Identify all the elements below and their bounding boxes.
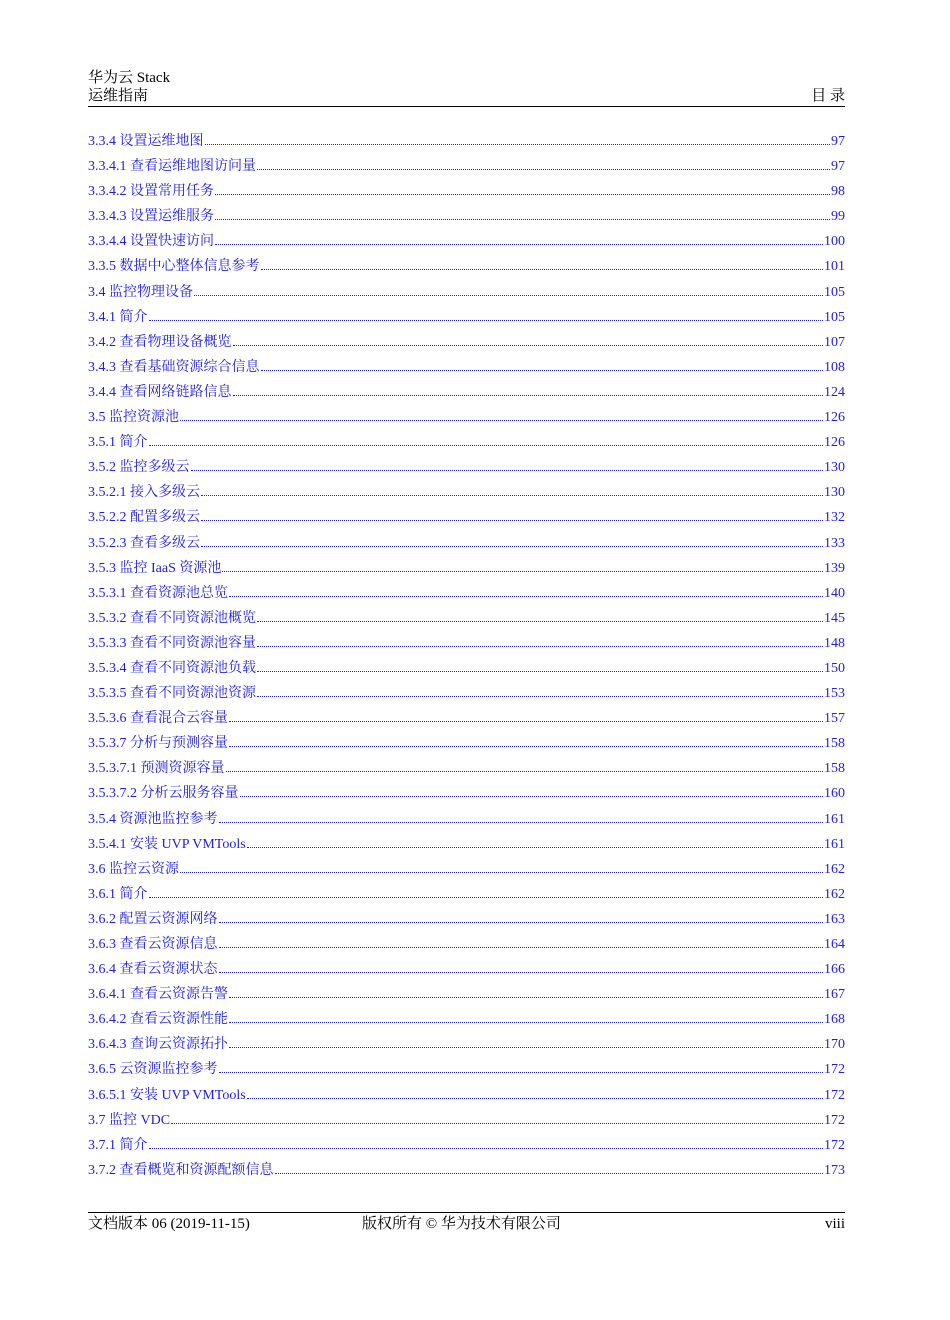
toc-entry-title: 3.5.3.3 查看不同资源池容量 bbox=[88, 635, 256, 651]
page-number: viii bbox=[824, 1216, 845, 1232]
toc-entry-link[interactable] bbox=[88, 860, 845, 885]
toc-entry-title: 3.6.4.2 查看云资源性能 bbox=[88, 1012, 228, 1028]
toc-entry-page: 97 bbox=[831, 134, 845, 149]
dot-leader bbox=[191, 458, 824, 471]
dot-leader bbox=[215, 207, 830, 220]
toc-entry-title: 3.5.3.4 查看不同资源池负载 bbox=[88, 660, 256, 676]
toc-entry-title: 3.6.2 配置云资源网络 bbox=[88, 911, 218, 927]
toc-entry-page: 172 bbox=[824, 1112, 845, 1128]
toc-entry-link[interactable] bbox=[88, 784, 845, 809]
toc-entry-link[interactable] bbox=[88, 709, 845, 734]
toc-entry-page: 97 bbox=[831, 159, 845, 175]
dot-leader bbox=[247, 1086, 823, 1099]
toc-entry-page: 160 bbox=[824, 786, 845, 802]
toc-entry-page: 107 bbox=[824, 334, 845, 350]
toc-entry-page: 150 bbox=[824, 660, 845, 676]
dot-leader bbox=[247, 835, 823, 848]
toc-entry-title: 3.5.4 资源池监控参考 bbox=[88, 811, 218, 827]
toc-entry-page: 139 bbox=[824, 560, 845, 576]
toc-entry-title: 3.5.3.2 查看不同资源池概览 bbox=[88, 610, 256, 626]
page-header bbox=[88, 68, 845, 107]
doc-version: 文档版本 06 (2019-11-15) bbox=[88, 1216, 250, 1232]
dot-leader bbox=[257, 659, 823, 672]
dot-leader bbox=[233, 383, 824, 396]
toc-entry-title: 3.4.1 简介 bbox=[88, 309, 148, 325]
toc-entry-page: 98 bbox=[831, 184, 845, 200]
toc-entry-link[interactable] bbox=[88, 207, 845, 232]
toc-entry-link[interactable] bbox=[88, 609, 845, 634]
toc-entry-page: 162 bbox=[824, 861, 845, 877]
toc-entry-link[interactable] bbox=[88, 534, 845, 559]
toc-entry-page: 101 bbox=[824, 259, 845, 275]
toc-entry-link[interactable] bbox=[88, 960, 845, 985]
toc-entry-link[interactable] bbox=[88, 232, 845, 257]
toc-entry-title: 3.3.4 设置运维地图 bbox=[88, 134, 204, 149]
toc-entry-title: 3.6 监控云资源 bbox=[88, 861, 179, 877]
toc-entry-page: 130 bbox=[824, 485, 845, 501]
dot-leader bbox=[215, 182, 830, 195]
toc-entry-link[interactable] bbox=[88, 810, 845, 835]
toc-entry-page: 124 bbox=[824, 384, 845, 400]
page-footer bbox=[88, 1212, 845, 1237]
dot-leader bbox=[219, 960, 824, 973]
toc-entry-title: 3.7 监控 VDC bbox=[88, 1112, 171, 1128]
product-name: 华为云 Stack bbox=[88, 70, 171, 86]
dot-leader bbox=[205, 132, 831, 145]
toc-entry-title: 3.5.4.1 安装 UVP VMTools bbox=[88, 836, 246, 852]
dot-leader bbox=[149, 308, 824, 321]
toc-entry-title: 3.5.3 监控 IaaS 资源池 bbox=[88, 560, 222, 576]
toc-entry-title: 3.5.3.5 查看不同资源池资源 bbox=[88, 686, 256, 702]
dot-leader bbox=[215, 232, 823, 245]
toc-entry-title: 3.6.4.3 查询云资源拓扑 bbox=[88, 1037, 228, 1053]
toc-entry-title: 3.4 监控物理设备 bbox=[88, 284, 193, 300]
toc-entry-page: 100 bbox=[824, 234, 845, 250]
toc-entry-page: 164 bbox=[824, 937, 845, 952]
dot-leader bbox=[226, 759, 824, 772]
dot-leader bbox=[180, 860, 823, 873]
dot-leader bbox=[229, 584, 823, 597]
dot-leader bbox=[219, 810, 824, 823]
toc-entry-page: 172 bbox=[824, 1062, 845, 1078]
toc-entry-title: 3.3.4.3 设置运维服务 bbox=[88, 209, 214, 225]
toc-entry-link[interactable] bbox=[88, 257, 845, 282]
dot-leader bbox=[257, 609, 823, 622]
toc-entry-title: 3.5.2.2 配置多级云 bbox=[88, 510, 200, 526]
toc-entry-title: 3.6.3 查看云资源信息 bbox=[88, 937, 218, 952]
dot-leader bbox=[149, 885, 824, 898]
toc-entry-page: 158 bbox=[824, 736, 845, 752]
toc-entry-link[interactable] bbox=[88, 483, 845, 508]
toc-entry-link[interactable] bbox=[88, 433, 845, 458]
toc-entry-link[interactable] bbox=[88, 1010, 845, 1035]
toc-entry-title: 3.6.5 云资源监控参考 bbox=[88, 1062, 218, 1078]
toc-entry-title: 3.5.3.7.2 分析云服务容量 bbox=[88, 786, 239, 802]
toc-entry-link[interactable] bbox=[88, 408, 845, 433]
toc-entry-link[interactable] bbox=[88, 559, 845, 584]
toc-entry-link[interactable] bbox=[88, 759, 845, 784]
toc-entry-title: 3.6.4.1 查看云资源告警 bbox=[88, 987, 228, 1003]
toc-entry-link[interactable] bbox=[88, 935, 845, 960]
toc-entry-page: 145 bbox=[824, 610, 845, 626]
toc-entry-link[interactable] bbox=[88, 634, 845, 659]
toc-entry-link[interactable] bbox=[88, 734, 845, 759]
toc-entry-link[interactable] bbox=[88, 584, 845, 609]
dot-leader bbox=[201, 508, 823, 521]
toc-entry-link[interactable] bbox=[88, 182, 845, 207]
toc-entry-page: 170 bbox=[824, 1037, 845, 1053]
dot-leader bbox=[229, 1010, 823, 1023]
toc-entry-page: 99 bbox=[831, 209, 845, 225]
toc-entry-page: 172 bbox=[824, 1087, 845, 1103]
toc-entry-title: 3.5.1 简介 bbox=[88, 435, 148, 451]
toc-entry-title: 3.5.2.1 接入多级云 bbox=[88, 485, 200, 501]
toc-entry-link[interactable] bbox=[88, 283, 845, 308]
dot-leader bbox=[229, 985, 823, 998]
toc-entry-page: 163 bbox=[824, 911, 845, 927]
toc-entry-page: 148 bbox=[824, 635, 845, 651]
toc-entry-page: 130 bbox=[824, 460, 845, 476]
toc-entry-page: 168 bbox=[824, 1012, 845, 1028]
guide-title: 运维指南 bbox=[88, 88, 149, 104]
toc-entry-link[interactable] bbox=[88, 835, 845, 860]
toc-entry-page: 153 bbox=[824, 686, 845, 702]
toc-entry-page: 108 bbox=[824, 359, 845, 375]
toc-entry-page: 133 bbox=[824, 535, 845, 551]
dot-leader bbox=[201, 483, 823, 496]
toc-entry-page: 140 bbox=[824, 585, 845, 601]
toc-entry-page: 161 bbox=[824, 836, 845, 852]
dot-leader bbox=[201, 534, 823, 547]
toc-entry-link[interactable] bbox=[88, 1060, 845, 1085]
dot-leader bbox=[240, 784, 824, 797]
dot-leader bbox=[219, 935, 824, 948]
toc-entry-title: 3.5 监控资源池 bbox=[88, 410, 179, 426]
toc-entry-page: 105 bbox=[824, 284, 845, 300]
toc-entry-title: 3.5.2.3 查看多级云 bbox=[88, 535, 200, 551]
dot-leader bbox=[222, 559, 823, 572]
dot-leader bbox=[261, 358, 824, 371]
toc-entry-title: 3.4.2 查看物理设备概览 bbox=[88, 334, 232, 350]
toc-entry-title: 3.6.4 查看云资源状态 bbox=[88, 962, 218, 978]
dot-leader bbox=[257, 634, 823, 647]
toc-entry-page: 126 bbox=[824, 435, 845, 451]
toc-entry-link[interactable] bbox=[88, 308, 845, 333]
toc-entry-page: 161 bbox=[824, 811, 845, 827]
toc-entry-title: 3.5.3.7 分析与预测容量 bbox=[88, 736, 228, 752]
toc-entry-title: 3.3.4.1 查看运维地图访问量 bbox=[88, 159, 256, 175]
toc-entry-link[interactable] bbox=[88, 1086, 845, 1111]
toc-entry-link[interactable] bbox=[88, 508, 845, 533]
toc-entry-title: 3.4.4 查看网络链路信息 bbox=[88, 384, 232, 400]
toc-entry-title: 3.3.4.4 设置快速访问 bbox=[88, 234, 214, 250]
toc-entry-title: 3.5.3.7.1 预测资源容量 bbox=[88, 761, 225, 777]
toc-entry-link[interactable] bbox=[88, 885, 845, 910]
toc-entry-link[interactable] bbox=[88, 157, 845, 182]
copyright: 版权所有 © 华为技术有限公司 bbox=[362, 1216, 561, 1232]
toc-entry-page: 105 bbox=[824, 309, 845, 325]
toc-entry-title: 3.3.5 数据中心整体信息参考 bbox=[88, 259, 260, 275]
table-of-contents bbox=[88, 132, 845, 1186]
toc-entry-page: 157 bbox=[824, 711, 845, 727]
toc-entry-title: 3.3.4.2 设置常用任务 bbox=[88, 184, 214, 200]
dot-leader bbox=[261, 257, 824, 270]
toc-entry-link[interactable] bbox=[88, 1035, 845, 1060]
toc-entry-page: 166 bbox=[824, 962, 845, 978]
toc-entry-title: 3.4.3 查看基础资源综合信息 bbox=[88, 359, 260, 375]
dot-leader bbox=[229, 709, 823, 722]
toc-entry-link[interactable] bbox=[88, 659, 845, 684]
toc-entry-link[interactable] bbox=[88, 358, 845, 383]
toc-entry-link[interactable] bbox=[88, 684, 845, 709]
dot-leader bbox=[219, 1060, 824, 1073]
toc-entry-title: 3.6.1 简介 bbox=[88, 886, 148, 902]
dot-leader bbox=[194, 283, 823, 296]
dot-leader bbox=[149, 1136, 824, 1149]
toc-entry-link[interactable] bbox=[88, 383, 845, 408]
dot-leader bbox=[219, 910, 824, 923]
dot-leader bbox=[229, 1035, 823, 1048]
toc-entry-title: 3.7.1 简介 bbox=[88, 1137, 148, 1153]
dot-leader bbox=[180, 408, 823, 421]
toc-entry-page: 167 bbox=[824, 987, 845, 1003]
toc-entry-link[interactable] bbox=[88, 458, 845, 483]
toc-entry-page: 162 bbox=[824, 886, 845, 902]
toc-entry-title: 3.6.5.1 安装 UVP VMTools bbox=[88, 1087, 246, 1103]
toc-entry-page: 126 bbox=[824, 410, 845, 426]
toc-entry-page: 158 bbox=[824, 761, 845, 777]
toc-entry-link[interactable] bbox=[88, 333, 845, 358]
toc-entry-title: 3.7.2 查看概览和资源配额信息 bbox=[88, 1162, 274, 1178]
toc-entry-link[interactable] bbox=[88, 1136, 845, 1161]
dot-leader bbox=[149, 433, 824, 446]
toc-entry-title: 3.5.3.6 查看混合云容量 bbox=[88, 711, 228, 727]
dot-leader bbox=[275, 1161, 824, 1174]
toc-entry-title: 3.5.2 监控多级云 bbox=[88, 460, 190, 476]
toc-entry-link[interactable] bbox=[88, 910, 845, 935]
dot-leader bbox=[257, 157, 830, 170]
dot-leader bbox=[257, 684, 823, 697]
toc-entry-link[interactable] bbox=[88, 1161, 845, 1186]
dot-leader bbox=[171, 1111, 823, 1124]
toc-entry-link[interactable] bbox=[88, 1111, 845, 1136]
toc-entry-link[interactable] bbox=[88, 132, 845, 157]
toc-entry-page: 132 bbox=[824, 510, 845, 526]
toc-entry-title: 3.5.3.1 查看资源池总览 bbox=[88, 585, 228, 601]
toc-entry-link[interactable] bbox=[88, 985, 845, 1010]
toc-entry-page: 173 bbox=[824, 1162, 845, 1178]
dot-leader bbox=[229, 734, 823, 747]
dot-leader bbox=[233, 333, 824, 346]
section-title: 目 录 bbox=[811, 88, 845, 104]
toc-entry-page: 172 bbox=[824, 1137, 845, 1153]
